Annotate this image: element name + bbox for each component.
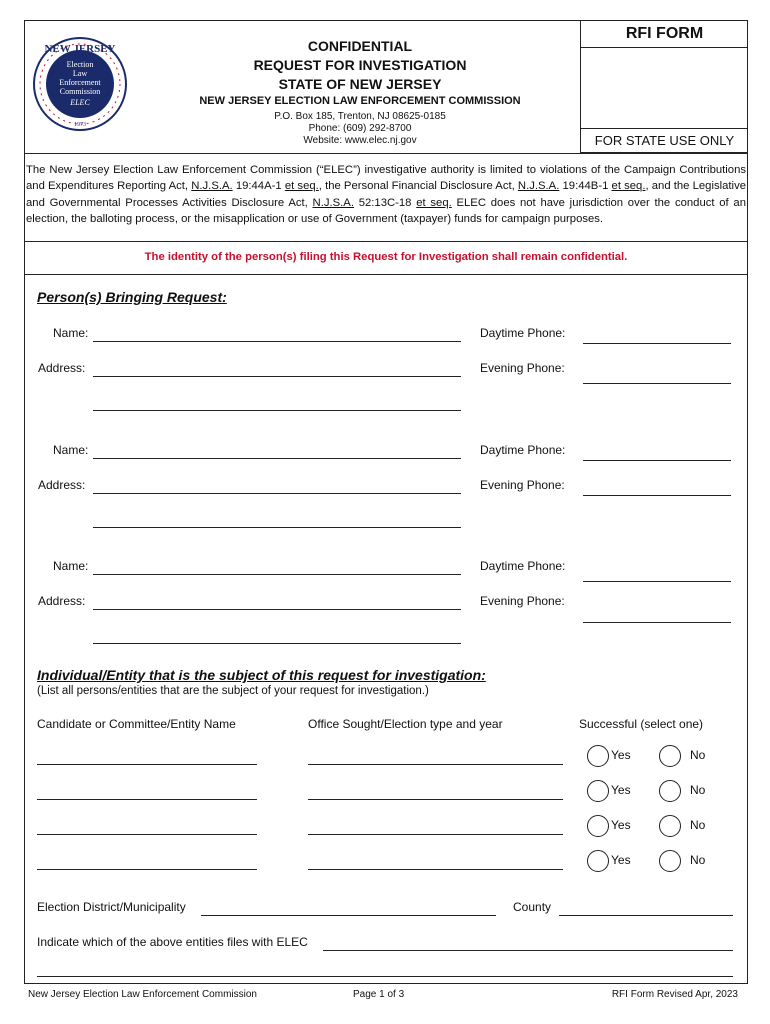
evening-phone-label: Evening Phone: <box>480 361 565 375</box>
entity4-name-field[interactable] <box>37 869 257 870</box>
address-label: Address: <box>38 594 86 608</box>
page-number: Page 1 of 3 <box>353 989 405 1000</box>
person1-address-line2-field[interactable] <box>93 410 461 411</box>
entity3-name-field[interactable] <box>37 834 257 835</box>
district-field[interactable] <box>201 915 496 916</box>
person2-address-field[interactable] <box>93 493 461 494</box>
daytime-phone-label: Daytime Phone: <box>480 443 566 457</box>
yes-label: Yes <box>611 783 631 797</box>
daytime-phone-label: Daytime Phone: <box>480 559 566 573</box>
divider <box>24 274 748 275</box>
divider <box>24 153 748 154</box>
person2-daytime-phone-field[interactable] <box>583 460 731 461</box>
person3-daytime-phone-field[interactable] <box>583 581 731 582</box>
person3-evening-phone-field[interactable] <box>583 622 731 623</box>
persons-heading: Person(s) Bringing Request: <box>37 289 227 305</box>
phone: Phone: (609) 292-8700 <box>308 123 412 134</box>
person1-daytime-phone-field[interactable] <box>583 343 731 344</box>
jurisdiction-paragraph: The New Jersey Election Law Enforcement Commission (“ELEC”) investigative authority is limited to violations of the Campaign Contributions and Expenditures Reporting Act, N.J.S.A. 19:44A-1 et seq., the Personal Financial Disclosure Act, N.J.S.A. 19:44B-1 et seq., and the Legislative and Governmental Processes Activities Disclosure Act, N.J.S.A. 52:13C-18 et seq. ELEC does not have jurisdiction over the conduct of an election, the balloting process, or the misapplication or use of Government (taxpayer) funds for campaign purposes. <box>26 164 746 225</box>
entity3-no-radio[interactable] <box>659 815 681 837</box>
candidate-column-label: Candidate or Committee/Entity Name <box>37 717 236 731</box>
confidential-heading: CONFIDENTIAL <box>307 38 413 54</box>
state-use-label: FOR STATE USE ONLY <box>581 128 748 152</box>
po-box: P.O. Box 185, Trenton, NJ 08625-0185 <box>274 111 446 122</box>
agency-name: NEW JERSEY ELECTION LAW ENFORCEMENT COMMISSION <box>199 95 521 107</box>
entity1-office-field[interactable] <box>308 764 563 765</box>
files-with-elec-label: Indicate which of the above entities files with ELEC <box>37 935 308 949</box>
evening-phone-label: Evening Phone: <box>480 594 565 608</box>
seal-line2: Law <box>72 69 88 78</box>
person1-name-field[interactable] <box>93 341 461 342</box>
seal-ring-text: NEW JERSEY <box>44 43 116 55</box>
entity3-yes-radio[interactable] <box>587 815 609 837</box>
files-with-elec-line2-field[interactable] <box>37 976 733 977</box>
entity2-office-field[interactable] <box>308 799 563 800</box>
yes-label: Yes <box>611 818 631 832</box>
district-label: Election District/Municipality <box>37 900 186 914</box>
seal-year: 1973 <box>74 122 86 128</box>
person3-name-field[interactable] <box>93 574 461 575</box>
state-heading: STATE OF NEW JERSEY <box>278 76 442 92</box>
county-field[interactable] <box>559 915 733 916</box>
yes-label: Yes <box>611 853 631 867</box>
evening-phone-label: Evening Phone: <box>480 478 565 492</box>
person1-address-field[interactable] <box>93 376 461 377</box>
form-title: REQUEST FOR INVESTIGATION <box>253 57 467 73</box>
no-label: No <box>690 853 706 867</box>
seal-line1: Election <box>66 60 94 69</box>
no-label: No <box>690 748 706 762</box>
website: Website: www.elec.nj.gov <box>303 135 417 146</box>
no-label: No <box>690 783 706 797</box>
person3-address-line2-field[interactable] <box>93 643 461 644</box>
address-label: Address: <box>38 361 86 375</box>
person1-evening-phone-field[interactable] <box>583 383 731 384</box>
person3-address-field[interactable] <box>93 609 461 610</box>
yes-label: Yes <box>611 748 631 762</box>
entity4-office-field[interactable] <box>308 869 563 870</box>
revision-date: RFI Form Revised Apr, 2023 <box>611 989 738 1000</box>
subject-heading: Individual/Entity that is the subject of this request for investigation: <box>37 667 486 683</box>
subject-note: (List all persons/entities that are the subject of your request for investigation.) <box>37 685 429 697</box>
entity4-yes-radio[interactable] <box>587 850 609 872</box>
address-label: Address: <box>38 478 86 492</box>
entity1-yes-radio[interactable] <box>587 745 609 767</box>
name-label: Name: <box>53 326 89 340</box>
office-column-label: Office Sought/Election type and year <box>308 717 503 731</box>
entity2-yes-radio[interactable] <box>587 780 609 802</box>
person2-address-line2-field[interactable] <box>93 527 461 528</box>
entity2-name-field[interactable] <box>37 799 257 800</box>
entity2-no-radio[interactable] <box>659 780 681 802</box>
confidential-notice: The identity of the person(s) filing this Request for Investigation shall remain confidential. <box>144 251 628 263</box>
person2-name-field[interactable] <box>93 458 461 459</box>
rfi-form-label: RFI FORM <box>581 20 748 48</box>
name-label: Name: <box>53 443 89 457</box>
entity1-no-radio[interactable] <box>659 745 681 767</box>
no-label: No <box>690 818 706 832</box>
name-label: Name: <box>53 559 89 573</box>
daytime-phone-label: Daytime Phone: <box>480 326 566 340</box>
footer-agency: New Jersey Election Law Enforcement Commission <box>28 989 257 1000</box>
files-with-elec-field[interactable] <box>323 950 733 951</box>
seal-line3: Enforcement <box>59 78 101 87</box>
county-label: County <box>513 900 552 914</box>
seal-line4: Commission <box>59 87 101 96</box>
successful-column-label: Successful (select one) <box>579 717 704 731</box>
entity1-name-field[interactable] <box>37 764 257 765</box>
entity4-no-radio[interactable] <box>659 850 681 872</box>
rfi-form-box <box>580 20 748 153</box>
elec-seal-logo <box>32 36 128 132</box>
divider <box>24 241 748 242</box>
person2-evening-phone-field[interactable] <box>583 495 731 496</box>
seal-monogram: ELEC <box>70 98 90 107</box>
entity3-office-field[interactable] <box>308 834 563 835</box>
